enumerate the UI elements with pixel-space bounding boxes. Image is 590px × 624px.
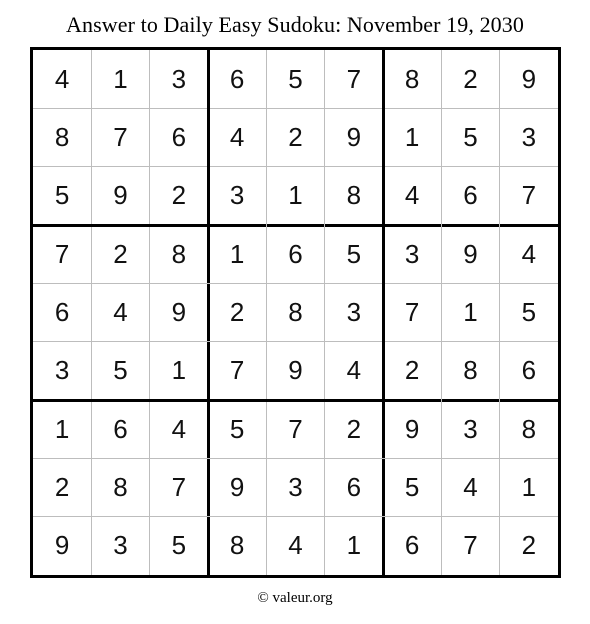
cell-divider-horizontal — [33, 458, 558, 460]
sudoku-cell: 6 — [229, 63, 245, 94]
sudoku-cell: 8 — [171, 238, 187, 269]
sudoku-cell: 9 — [288, 355, 303, 386]
sudoku-cell: 8 — [288, 296, 303, 327]
sudoku-cell: 6 — [346, 471, 362, 502]
sudoku-cell: 9 — [346, 121, 362, 152]
sudoku-cell: 4 — [171, 413, 187, 444]
cell-divider-vertical — [499, 50, 501, 575]
cell-divider-horizontal — [33, 516, 558, 518]
sudoku-cell: 9 — [521, 63, 537, 94]
sudoku-cell: 8 — [229, 530, 245, 561]
box-divider-horizontal — [33, 399, 558, 402]
sudoku-cell: 1 — [463, 296, 478, 327]
sudoku-cell: 4 — [346, 355, 362, 386]
sudoku-cell: 2 — [113, 238, 128, 269]
sudoku-cell: 5 — [288, 63, 303, 94]
sudoku-cell: 3 — [346, 296, 362, 327]
sudoku-cell: 4 — [229, 121, 245, 152]
cell-divider-horizontal — [33, 283, 558, 285]
sudoku-cell: 3 — [463, 413, 478, 444]
sudoku-cell: 1 — [404, 121, 420, 152]
sudoku-cell: 1 — [288, 180, 303, 211]
sudoku-cell: 1 — [229, 238, 245, 269]
sudoku-cell: 5 — [463, 121, 478, 152]
box-divider-horizontal — [33, 224, 558, 227]
box-divider-vertical — [207, 50, 210, 575]
sudoku-cell: 7 — [404, 296, 420, 327]
sudoku-cell: 9 — [463, 238, 478, 269]
sudoku-cell: 1 — [113, 63, 128, 94]
sudoku-cell: 7 — [113, 121, 128, 152]
sudoku-cell: 2 — [463, 63, 478, 94]
sudoku-cell: 8 — [54, 121, 70, 152]
sudoku-cell: 4 — [288, 530, 303, 561]
cell-divider-vertical — [441, 50, 443, 575]
sudoku-cell: 8 — [346, 180, 362, 211]
sudoku-cell: 1 — [521, 471, 537, 502]
sudoku-cell: 9 — [54, 530, 70, 561]
sudoku-cell: 9 — [113, 180, 128, 211]
sudoku-cell: 3 — [404, 238, 420, 269]
sudoku-cell: 1 — [54, 413, 70, 444]
sudoku-cell: 3 — [521, 121, 537, 152]
copyright-footer: © valeur.org — [257, 590, 333, 606]
sudoku-board — [30, 47, 561, 578]
sudoku-cell: 8 — [463, 355, 478, 386]
sudoku-cell: 6 — [404, 530, 420, 561]
cell-divider-vertical — [91, 50, 93, 575]
sudoku-cell: 2 — [346, 413, 362, 444]
sudoku-cell: 7 — [288, 413, 303, 444]
sudoku-cell: 5 — [113, 355, 128, 386]
sudoku-cell: 2 — [521, 530, 537, 561]
cell-divider-horizontal — [33, 341, 558, 343]
sudoku-cell: 5 — [229, 413, 245, 444]
sudoku-cell: 5 — [521, 296, 537, 327]
sudoku-cell: 6 — [288, 238, 303, 269]
sudoku-cell: 3 — [171, 63, 187, 94]
sudoku-cell: 5 — [54, 180, 70, 211]
sudoku-cell: 9 — [229, 471, 245, 502]
sudoku-cell: 4 — [113, 296, 128, 327]
page-title: Answer to Daily Easy Sudoku: November 19, 2030 — [66, 12, 524, 37]
sudoku-cell: 6 — [113, 413, 128, 444]
sudoku-cell: 6 — [463, 180, 478, 211]
cell-divider-horizontal — [33, 108, 558, 110]
sudoku-cell: 8 — [404, 63, 420, 94]
sudoku-cell: 6 — [521, 355, 537, 386]
cell-divider-vertical — [324, 50, 326, 575]
sudoku-cell: 4 — [521, 238, 537, 269]
sudoku-cell: 5 — [171, 530, 187, 561]
sudoku-cell: 1 — [346, 530, 362, 561]
sudoku-cell: 7 — [171, 471, 187, 502]
cell-divider-horizontal — [33, 166, 558, 168]
sudoku-cell: 9 — [171, 296, 187, 327]
sudoku-cell: 2 — [404, 355, 420, 386]
sudoku-cell: 5 — [346, 238, 362, 269]
sudoku-cell: 4 — [404, 180, 420, 211]
sudoku-cell: 7 — [54, 238, 70, 269]
sudoku-grid — [33, 50, 558, 575]
sudoku-cell: 7 — [229, 355, 245, 386]
sudoku-cell: 6 — [54, 296, 70, 327]
sudoku-cell: 3 — [54, 355, 70, 386]
cell-divider-vertical — [266, 50, 268, 575]
sudoku-cell: 2 — [171, 180, 187, 211]
sudoku-cell: 6 — [171, 121, 187, 152]
sudoku-cell: 8 — [113, 471, 128, 502]
sudoku-cell: 2 — [229, 296, 245, 327]
box-divider-vertical — [382, 50, 385, 575]
sudoku-cell: 1 — [171, 355, 187, 386]
sudoku-cell: 3 — [288, 471, 303, 502]
sudoku-cell: 2 — [288, 121, 303, 152]
sudoku-cell: 7 — [463, 530, 478, 561]
sudoku-cell: 4 — [54, 63, 70, 94]
sudoku-cell: 5 — [404, 471, 420, 502]
sudoku-cell: 8 — [521, 413, 537, 444]
cell-divider-vertical — [149, 50, 151, 575]
sudoku-cell: 2 — [54, 471, 70, 502]
sudoku-cell: 7 — [346, 63, 362, 94]
sudoku-cell: 9 — [404, 413, 420, 444]
sudoku-cell: 3 — [113, 530, 128, 561]
sudoku-cell: 3 — [229, 180, 245, 211]
sudoku-cell: 7 — [521, 180, 537, 211]
sudoku-cell: 4 — [463, 471, 478, 502]
